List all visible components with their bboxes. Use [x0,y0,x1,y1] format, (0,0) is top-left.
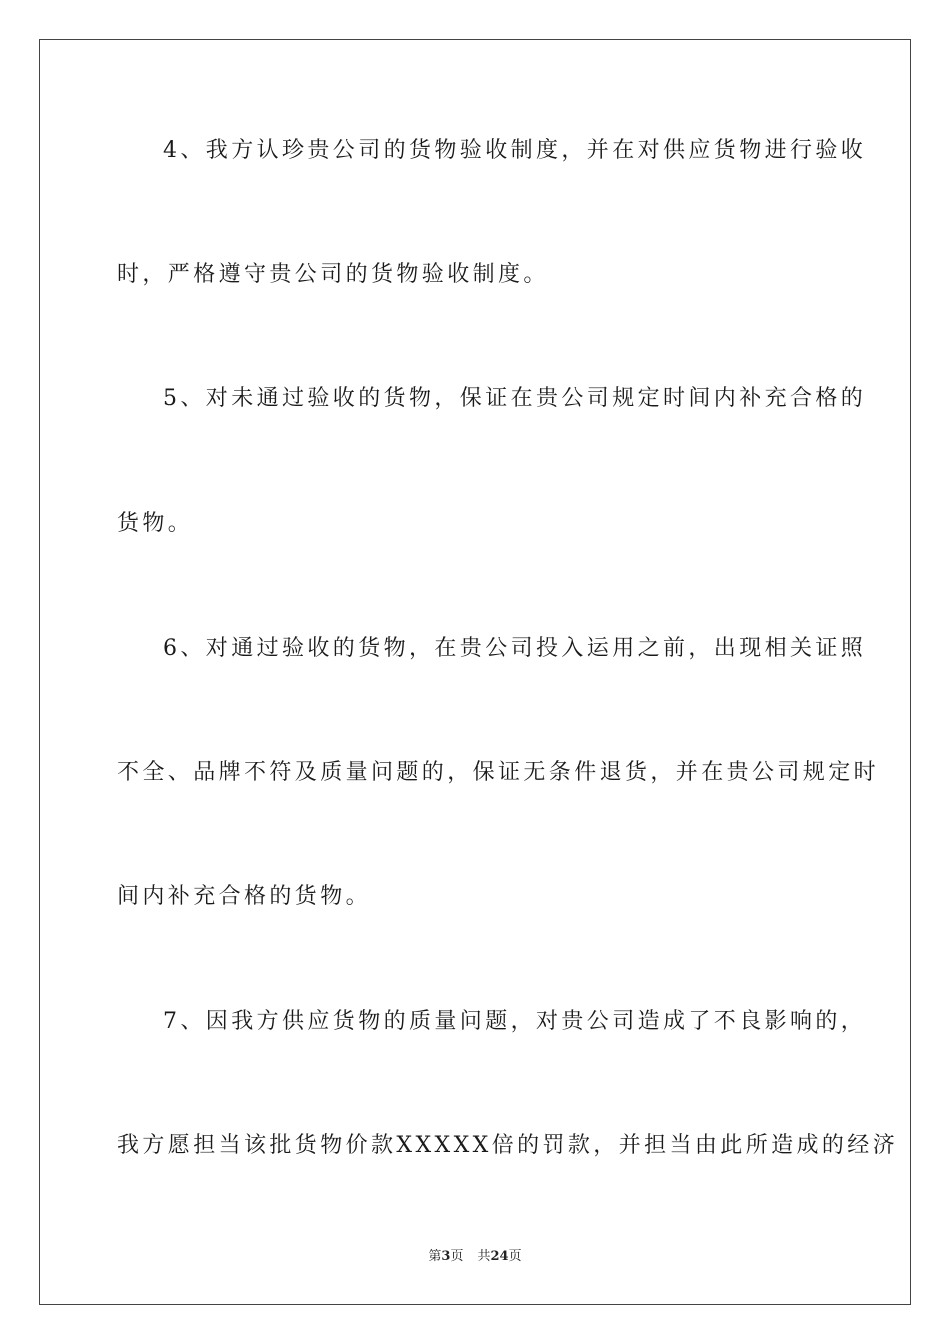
paragraph-6-line-1: 6、对通过验收的货物，在贵公司投入运用之前，出现相关证照 [163,636,867,661]
paragraph-4-line-1: 4、我方认珍贵公司的货物验收制度，并在对供应货物进行验收 [163,138,867,163]
paragraph-6-line-3: 间内补充合格的货物。 [117,884,372,909]
page-number: 3 [441,1249,451,1264]
page-suffix: 页 [450,1249,464,1264]
page-prefix: 第 [428,1249,442,1264]
total-prefix: 共 [477,1249,491,1264]
paragraph-4-line-2: 时，严格遵守贵公司的货物验收制度。 [117,262,549,287]
paragraph-7-line-1: 7、因我方供应货物的质量问题，对贵公司造成了不良影响的， [163,1009,867,1034]
total-pages: 24 [490,1249,509,1264]
page-footer [0,1248,950,1266]
paragraph-7-line-2: 我方愿担当该批货物价款XXXXX倍的罚款，并担当由此所造成的经济 [117,1133,899,1158]
page-frame [39,39,911,1305]
total-suffix: 页 [508,1249,522,1264]
paragraph-6-line-2: 不全、品牌不符及质量问题的，保证无条件退货，并在贵公司规定时 [117,760,880,785]
paragraph-5-line-2: 货物。 [117,511,194,536]
paragraph-5-line-1: 5、对未通过验收的货物，保证在贵公司规定时间内补充合格的 [163,386,867,411]
